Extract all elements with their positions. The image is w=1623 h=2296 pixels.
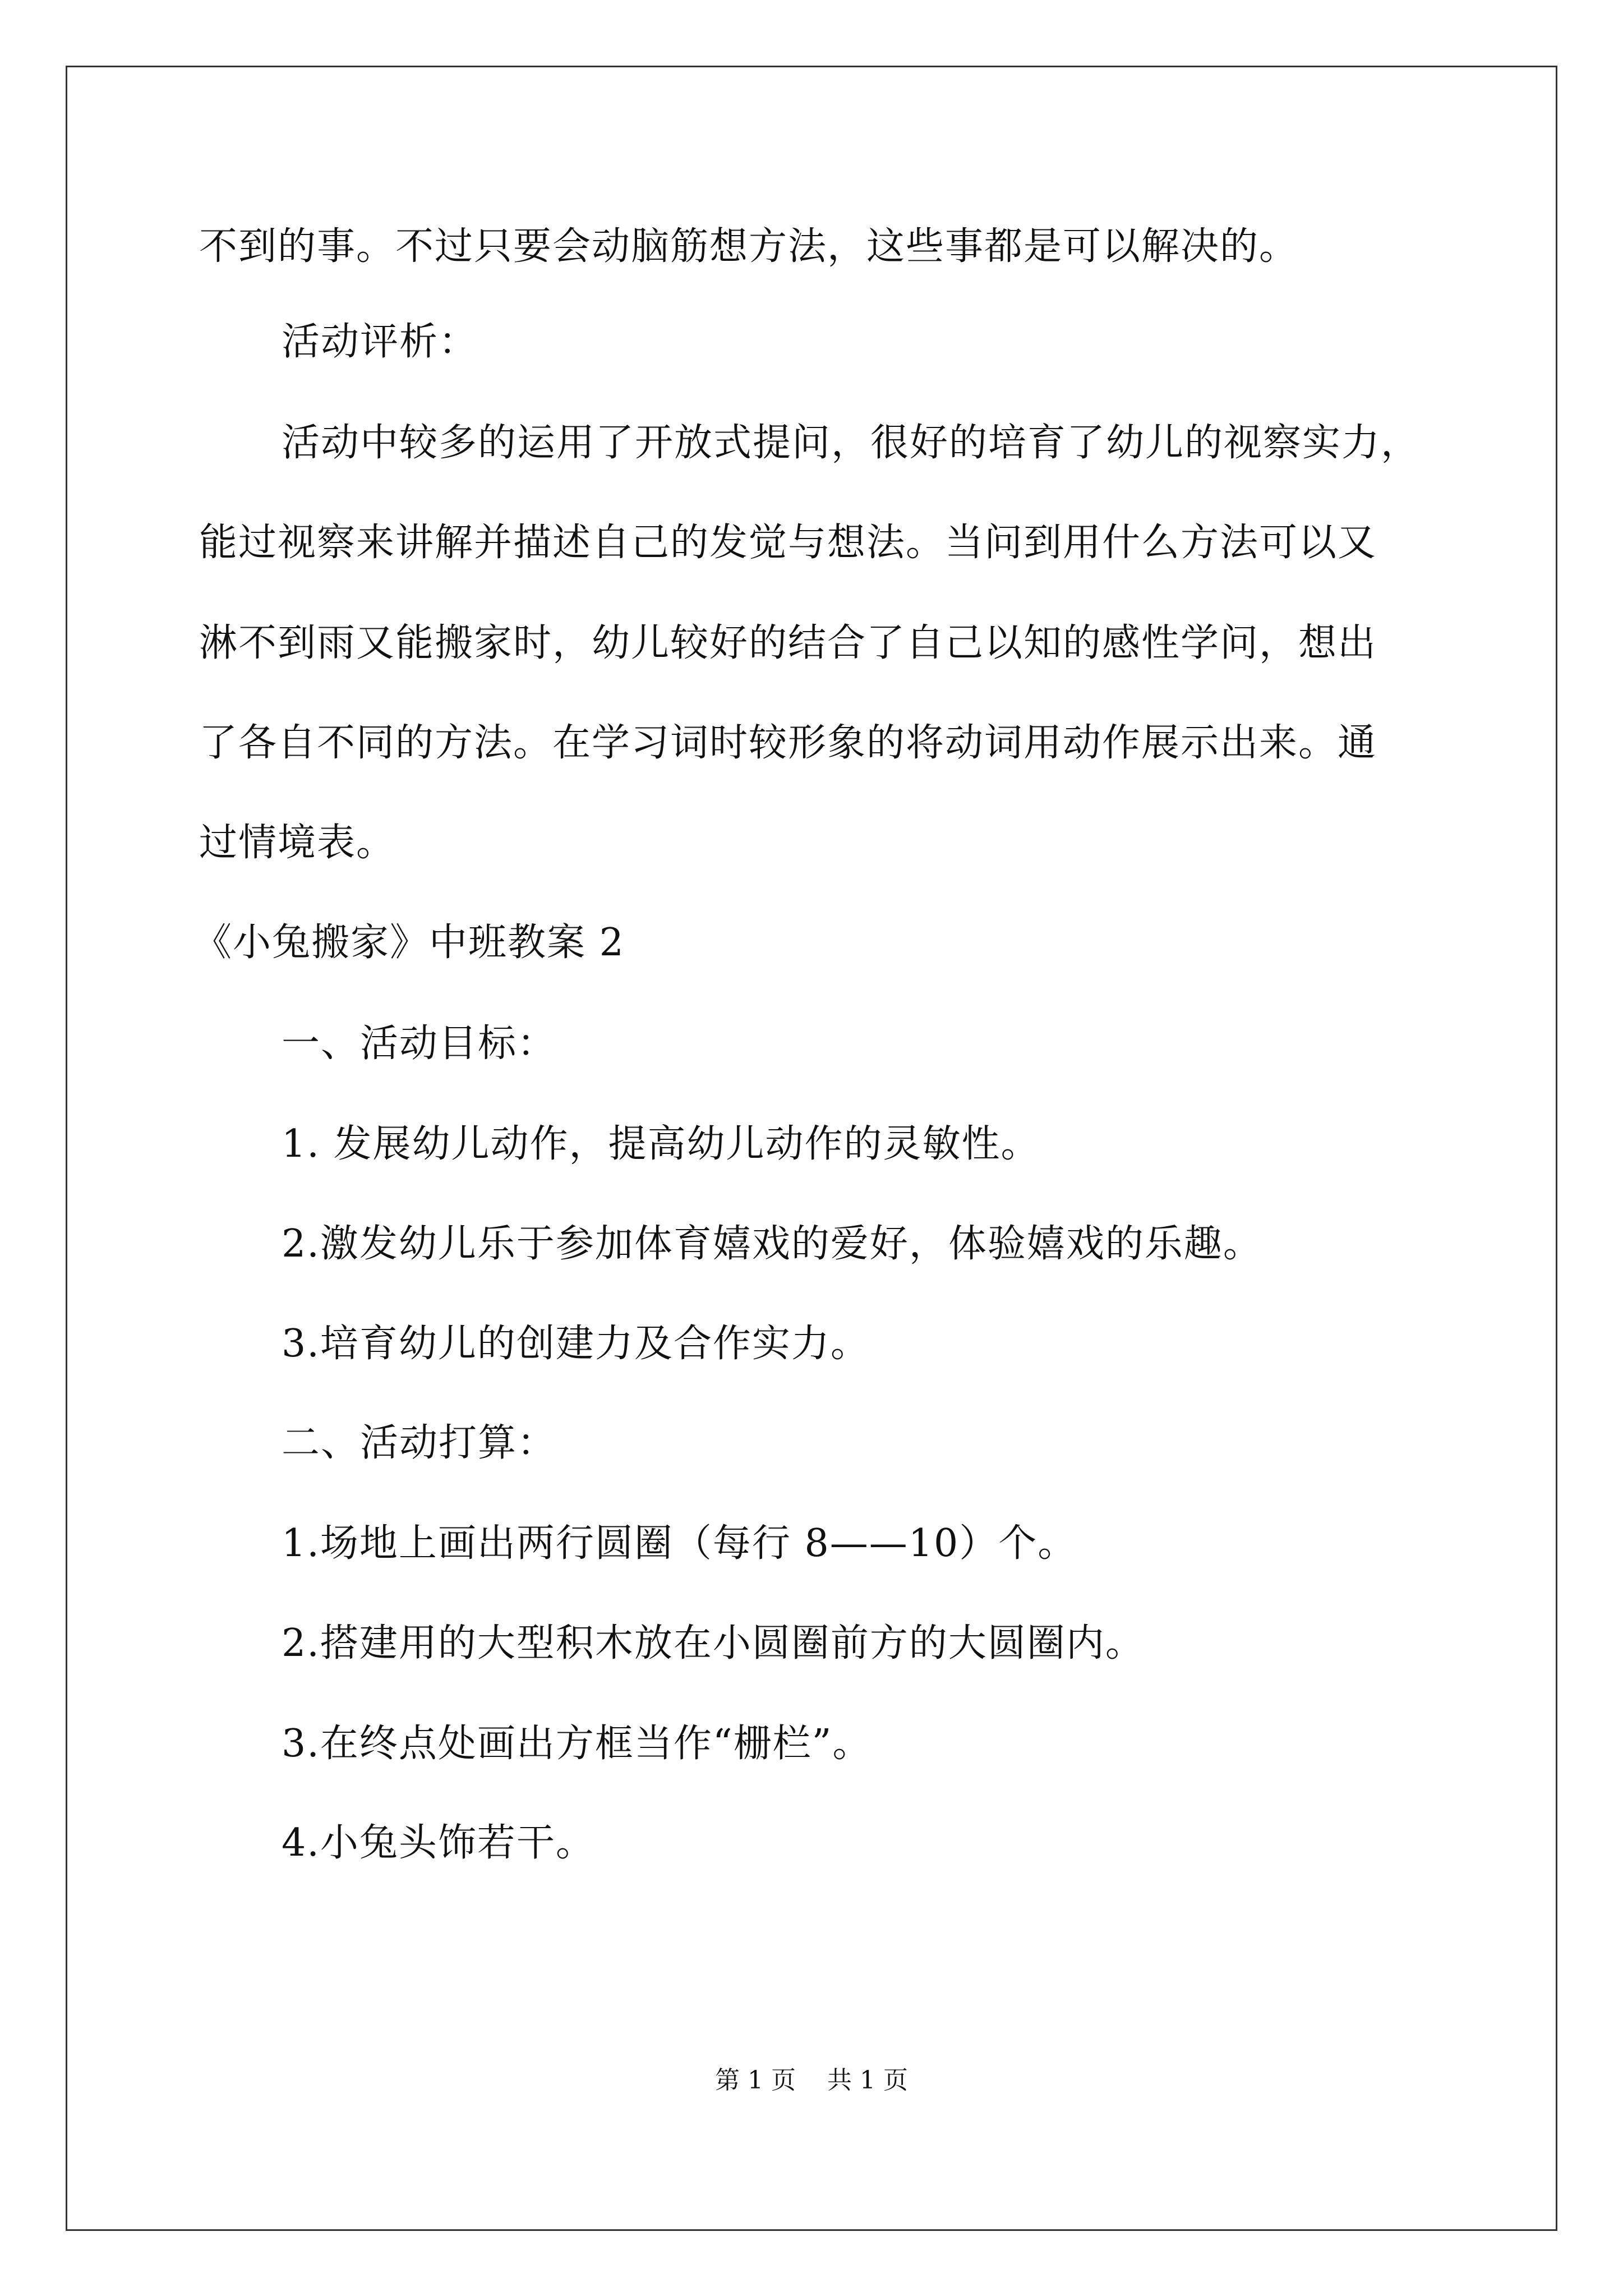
paragraph-line: 不到的事。不过只要会动脑筋想方法，这些事都是可以解决的。 — [199, 224, 1299, 269]
list-item: 3.在终点处画出方框当作“栅栏”。 — [282, 1722, 872, 1766]
list-item: 2.搭建用的大型积木放在小圆圈前方的大圆圈内。 — [282, 1621, 1145, 1665]
section-heading: 二、活动打算： — [282, 1421, 557, 1465]
page-footer — [0, 2065, 1623, 2096]
list-item: 3.培育幼儿的创建力及合作实力。 — [282, 1322, 870, 1366]
page-total: 共 1 页 — [827, 2066, 908, 2095]
section-label: 活动评析： — [282, 320, 478, 364]
document-heading: 《小兔搬家》中班教案 2 — [193, 921, 625, 965]
paragraph-line: 淋不到雨又能搬家时，幼儿较好的结合了自己以知的感性学问，想出 — [199, 621, 1377, 665]
section-heading: 一、活动目标： — [282, 1022, 557, 1066]
page-number: 第 1 页 — [715, 2066, 796, 2095]
list-item: 1.场地上画出两行圆圈（每行 8——10）个。 — [282, 1521, 1077, 1566]
paragraph-line: 活动中较多的运用了开放式提问，很好的培育了幼儿的视察实力， — [282, 421, 1421, 465]
paragraph-line: 了各自不同的方法。在学习词时较形象的将动词用动作展示出来。通 — [199, 721, 1377, 765]
list-item: 4.小兔头饰若干。 — [282, 1821, 595, 1865]
paragraph-line: 过情境表。 — [199, 821, 396, 865]
list-item: 1. 发展幼儿动作，提高幼儿动作的灵敏性。 — [282, 1122, 1040, 1166]
list-item: 2.激发幼儿乐于参加体育嬉戏的爱好，体验嬉戏的乐趣。 — [282, 1222, 1262, 1266]
paragraph-line: 能过视察来讲解并描述自己的发觉与想法。当问到用什么方法可以又 — [199, 521, 1377, 565]
